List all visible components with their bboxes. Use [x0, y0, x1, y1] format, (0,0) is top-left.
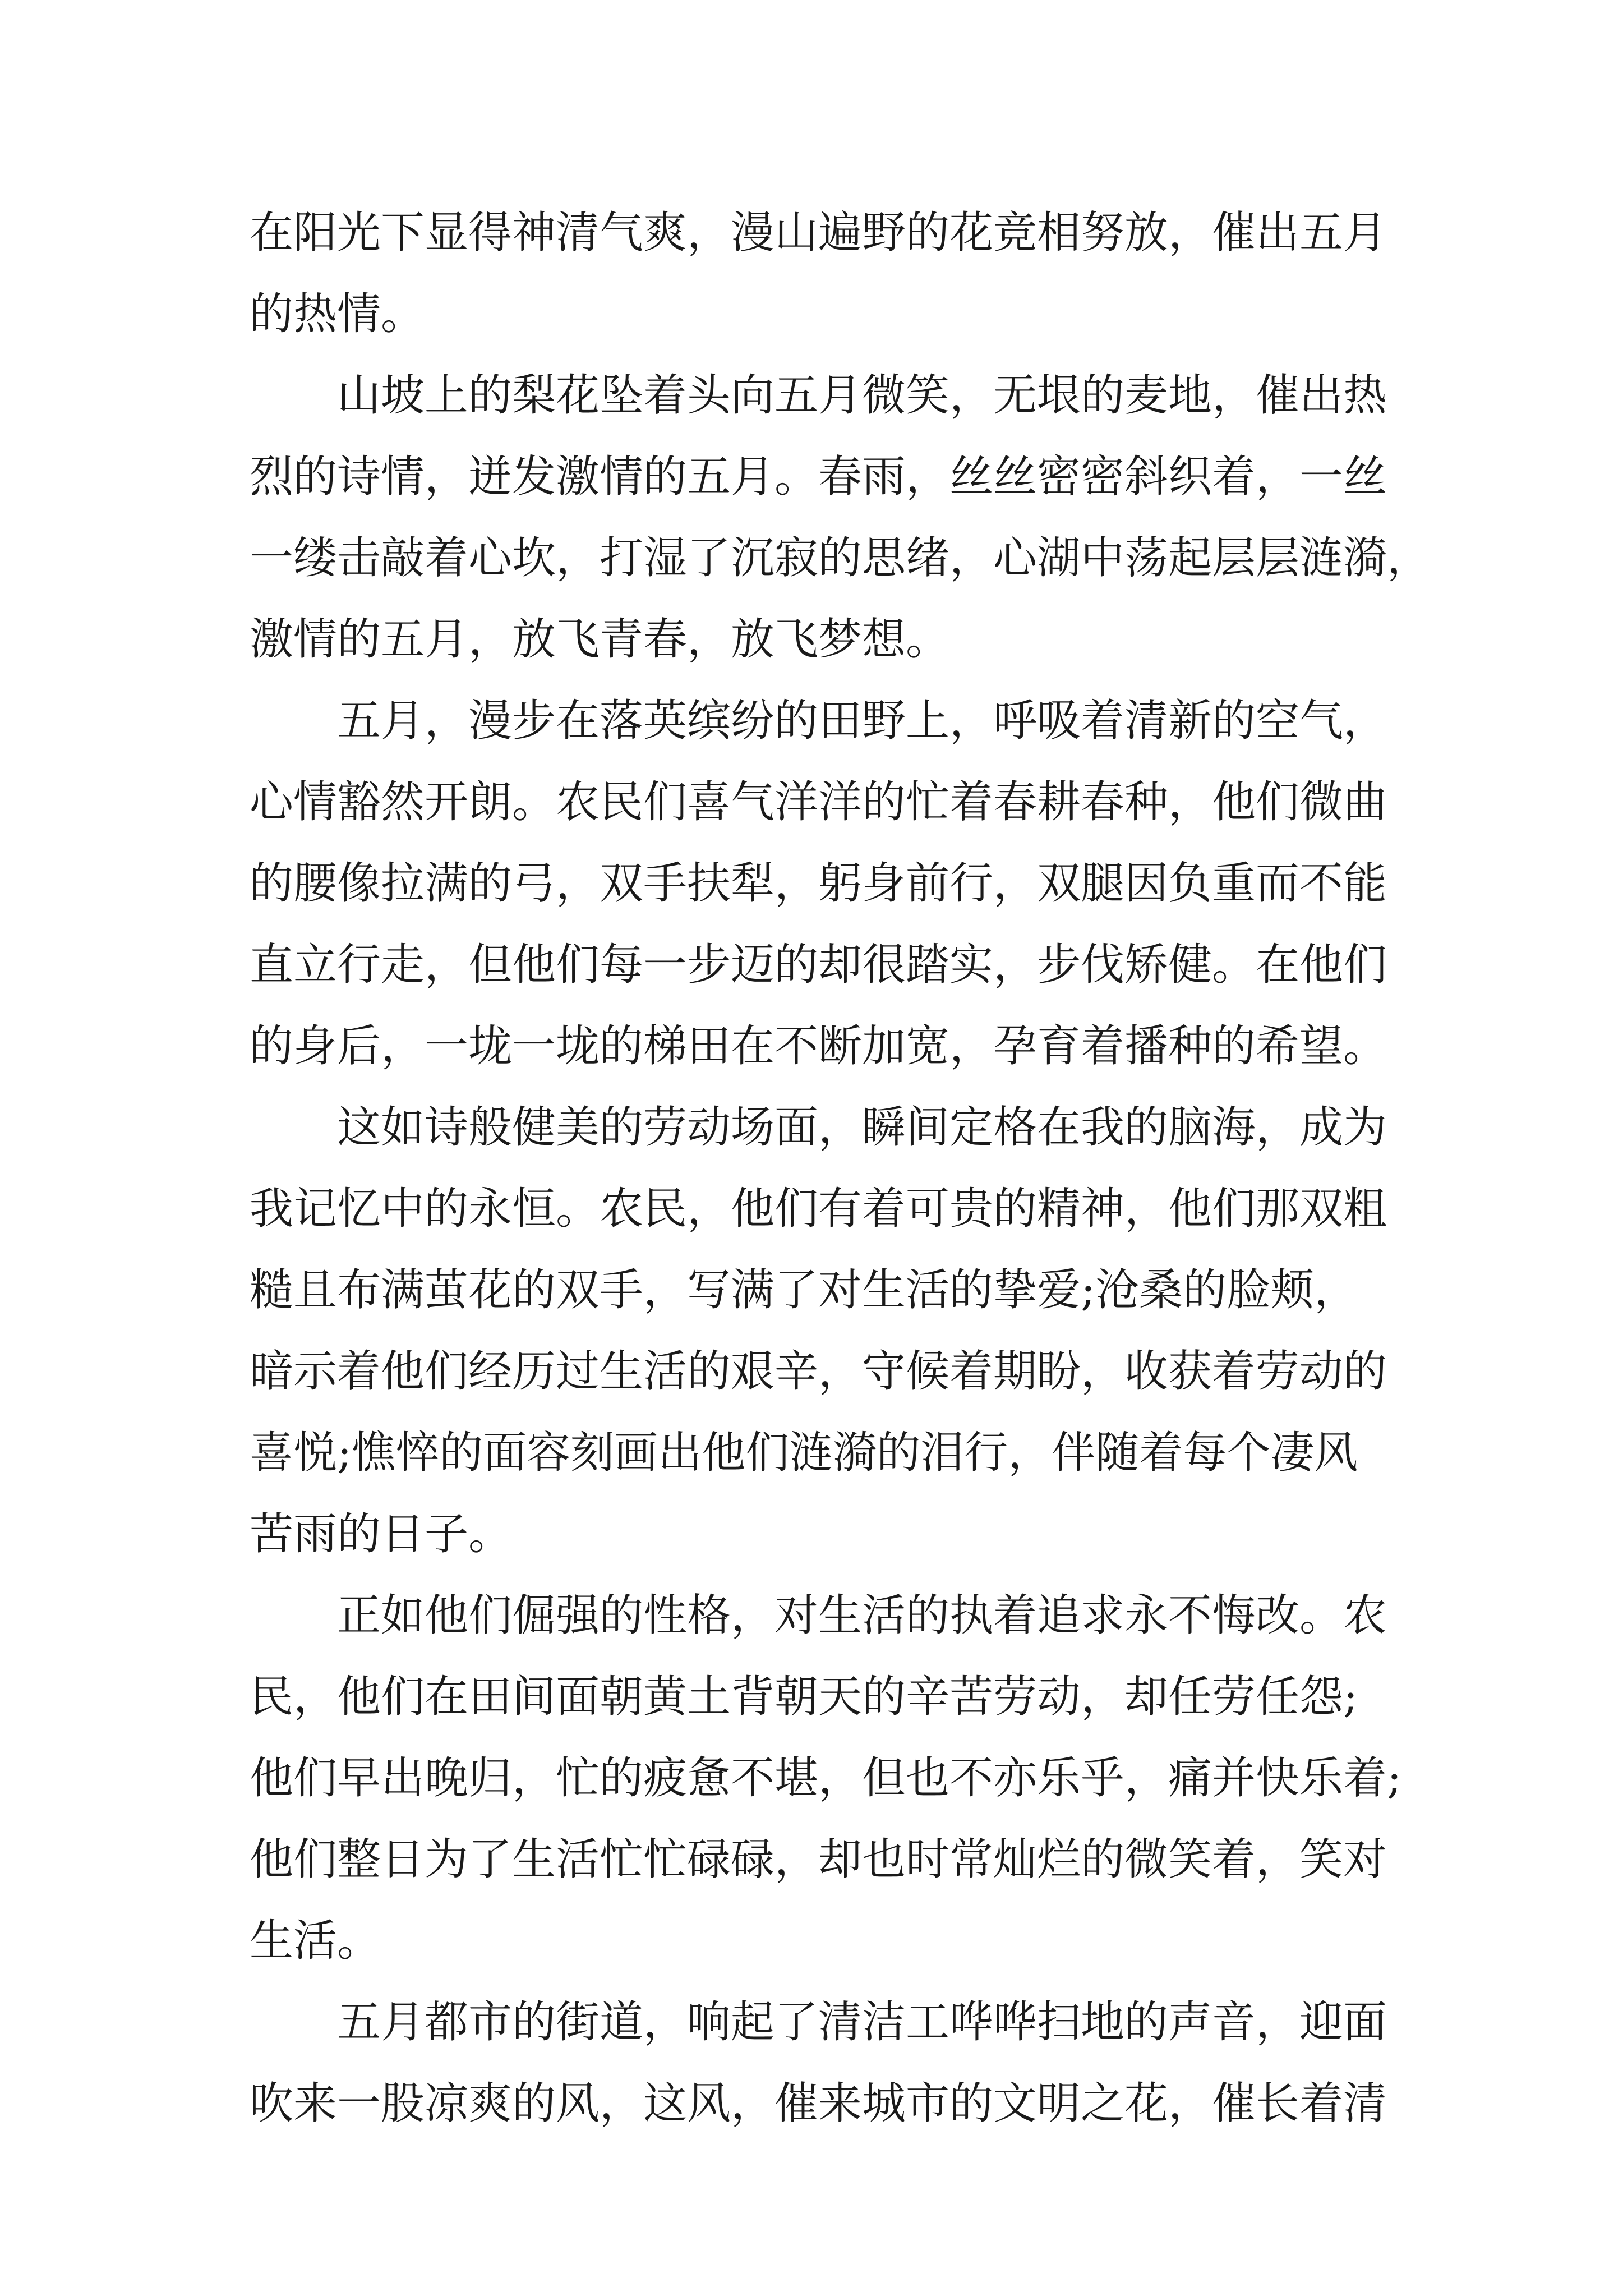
text-line: 的腰像拉满的弓，双手扶犁，躬身前行，双腿因负重而不能: [250, 858, 1387, 909]
text-line: 直立行走，但他们每一步迈的却很踏实，步伐矫健。在他们: [250, 940, 1387, 990]
text-line: 的身后，一垅一垅的梯田在不断加宽，孕育着播种的希望。: [250, 1021, 1387, 1071]
text-line: 我记忆中的永恒。农民，他们有着可贵的精神，他们那双粗: [250, 1184, 1387, 1234]
text-line: 喜悦;憔悴的面容刻画出他们涟漪的泪行，伴随着每个凄风: [250, 1428, 1358, 1478]
text-line: 一缕击敲着心坎，打湿了沉寂的思绪，心湖中荡起层层涟漪，: [250, 533, 1431, 583]
text-line: 民，他们在田间面朝黄土背朝天的辛苦劳动，却任劳任怨;: [250, 1672, 1358, 1722]
text-line: 他们早出晚归，忙的疲惫不堪，但也不亦乐乎，痛并快乐着;: [250, 1753, 1402, 1803]
text-line: 山坡上的梨花坠着头向五月微笑，无垠的麦地，催出热: [250, 370, 1387, 421]
text-line: 烈的诗情，迸发激情的五月。春雨，丝丝密密斜织着，一丝: [250, 452, 1387, 502]
text-line: 暗示着他们经历过生活的艰辛，守候着期盼，收获着劳动的: [250, 1346, 1387, 1397]
text-line: 正如他们倔强的性格，对生活的执着追求永不悔改。农: [250, 1590, 1387, 1641]
text-line: 生活。: [250, 1916, 381, 1966]
text-line: 苦雨的日子。: [250, 1509, 513, 1559]
text-line: 他们整日为了生活忙忙碌碌，却也时常灿烂的微笑着，笑对: [250, 1834, 1387, 1885]
text-line: 糙且布满茧花的双手，写满了对生活的挚爱;沧桑的脸颊，: [250, 1265, 1358, 1315]
text-line: 这如诗般健美的劳动场面，瞬间定格在我的脑海，成为: [250, 1102, 1387, 1153]
text-line: 五月都市的街道，响起了清洁工哗哗扫地的声音，迎面: [250, 1997, 1387, 2047]
text-line: 的热情。: [250, 289, 425, 339]
text-line: 心情豁然开朗。农民们喜气洋洋的忙着春耕春种，他们微曲: [250, 777, 1387, 827]
text-line: 吹来一股凉爽的风，这风，催来城市的文明之花，催长着清: [250, 2078, 1387, 2129]
text-line: 激情的五月，放飞青春，放飞梦想。: [250, 614, 950, 665]
text-line: 在阳光下显得神清气爽，漫山遍野的花竞相努放，催出五月: [250, 208, 1387, 258]
text-line: 五月，漫步在落英缤纷的田野上，呼吸着清新的空气，: [250, 696, 1387, 746]
